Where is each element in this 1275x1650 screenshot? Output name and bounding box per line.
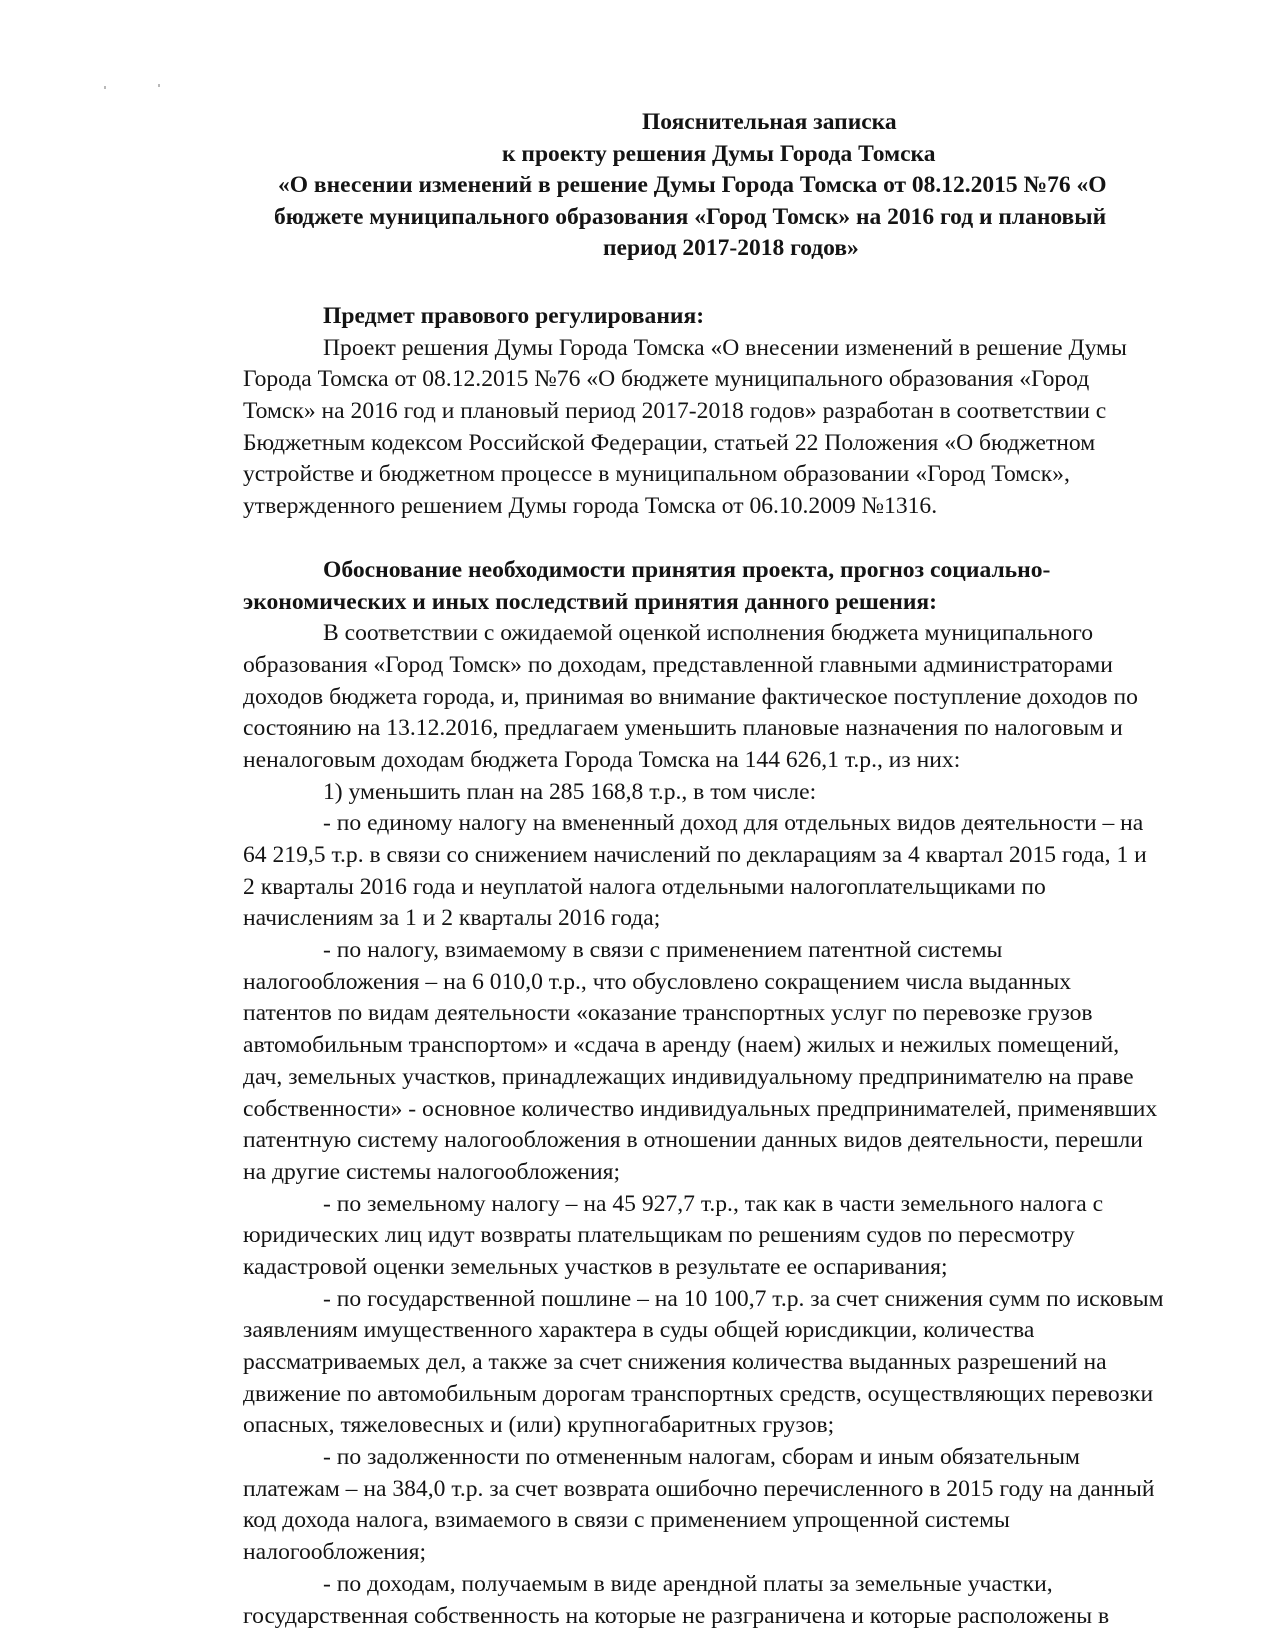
list-item	[243, 808, 1275, 935]
paragraph-line: образования «Город Томск» по доходам, представленной главными администраторами	[243, 651, 1113, 678]
section-legal-subject	[243, 301, 1275, 523]
paragraph-line: государственная собственность на которые не разграничена и которые расположены в	[243, 1602, 1110, 1629]
list-item	[243, 1442, 1275, 1569]
paragraph-line: налогообложения;	[243, 1539, 427, 1566]
paragraph-line: - по налогу, взимаемому в связи с применением патентной системы	[323, 937, 1003, 964]
paragraph-line: устройстве и бюджетном процессе в муниципальном образовании «Город Томск»,	[243, 461, 1070, 488]
scan-artifacts	[100, 84, 170, 94]
paragraph	[243, 333, 1275, 523]
paragraph-line: неналоговым доходам бюджета Города Томска на 144 626,1 т.р., из них:	[243, 746, 961, 773]
paragraph-line: начислениям за 1 и 2 кварталы 2016 года;	[243, 905, 661, 932]
paragraph-line: патентов по видам деятельности «оказание транспортных услуг по перевозке грузов	[243, 1000, 1093, 1027]
section-spacer	[243, 523, 1275, 555]
paragraph-line: Проект решения Думы Города Томска «О внесении изменений в решение Думы	[323, 334, 1127, 361]
list-item	[243, 1569, 1275, 1632]
paragraph-line: налогообложения – на 6 010,0 т.р., что обусловлено сокращением числа выданных	[243, 968, 1072, 995]
paragraph-line: рассматриваемых дел, а также за счет снижения количества выданных разрешений на	[243, 1349, 1107, 1375]
paragraph	[243, 618, 1275, 776]
paragraph-line: - по государственной пошлине – на 10 100,7 т.р. за счет снижения сумм по исковым	[323, 1285, 1164, 1312]
list-item	[243, 777, 1275, 809]
paragraph-line: заявлениям имущественного характера в суды общей юрисдикции, количества	[243, 1317, 1035, 1344]
title-line: период 2017-2018 годов»	[603, 235, 859, 262]
section-heading: Обоснование необходимости принятия проекта, прогноз социально-	[323, 556, 1051, 583]
scan-speck	[158, 84, 160, 87]
paragraph-line: код дохода налога, взимаемого в связи с применением упрощенной системы	[243, 1507, 1010, 1534]
section-heading: Предмет правового регулирования:	[323, 303, 705, 329]
paragraph-line: - по задолженности по отмененным налогам, сборам и иным обязательным	[323, 1444, 1080, 1471]
paragraph-line: опасных, тяжеловесных и (или) крупногабаритных грузов;	[243, 1412, 835, 1439]
title-line: Пояснительная записка	[642, 109, 897, 135]
list-item	[243, 1189, 1275, 1284]
list-item	[243, 935, 1275, 1189]
paragraph-line: движение по автомобильным дорогам транспортных средств, осуществляющих перевозки	[243, 1380, 1154, 1407]
document-title	[240, 107, 1275, 265]
paragraph-line: 2 кварталы 2016 года и неуплатой налога отдельными налогоплательщиками по	[243, 873, 1046, 900]
paragraph-line: патентную систему налогообложения в отношении данных видов деятельности, перешли	[243, 1127, 1143, 1154]
paragraph-line: 64 219,5 т.р. в связи со снижением начислений по декларациям за 4 квартал 2015 года, 1 и	[243, 842, 1147, 868]
section-justification	[243, 555, 1275, 1632]
paragraph-line: 1) уменьшить план на 285 168,8 т.р., в том числе:	[323, 778, 817, 805]
list-item	[243, 1284, 1275, 1442]
section-heading: экономических и иных последствий принятия данного решения:	[243, 588, 938, 615]
paragraph-line: дач, земельных участков, принадлежащих индивидуальному предпринимателю на праве	[243, 1063, 1134, 1090]
title-line: к проекту решения Думы Города Томска	[502, 140, 936, 167]
paragraph-line: Города Томска от 08.12.2015 №76 «О бюджете муниципального образования «Город	[243, 366, 1090, 393]
document-body	[243, 301, 1275, 1632]
paragraph-line: - по земельному налогу – на 45 927,7 т.р., так как в части земельного налога с	[323, 1190, 1104, 1217]
paragraph-line: собственности» - основное количество индивидуальных предпринимателей, применявших	[243, 1095, 1158, 1122]
paragraph-line: доходов бюджета города, и, принимая во внимание фактическое поступление доходов по	[243, 683, 1138, 710]
paragraph-line: утвержденного решением Думы города Томска от 06.10.2009 №1316.	[243, 493, 938, 520]
paragraph-line: Бюджетным кодексом Российской Федерации, статьей 22 Положения «О бюджетном	[243, 429, 1096, 456]
paragraph-line: состоянию на 13.12.2016, предлагаем уменьшить плановые назначения по налоговым и	[243, 715, 1123, 742]
paragraph-line: В соответствии с ожидаемой оценкой исполнения бюджета муниципального	[323, 620, 1093, 647]
paragraph-line: - по единому налогу на вмененный доход для отдельных видов деятельности – на	[323, 810, 1144, 837]
paragraph-line: на другие системы налогообложения;	[243, 1158, 621, 1185]
paragraph-line: Томск» на 2016 год и плановый период 2017-2018 годов» разработан в соответствии с	[243, 398, 1107, 425]
paragraph-line: - по доходам, получаемым в виде арендной платы за земельные участки,	[323, 1570, 1053, 1597]
scan-speck	[104, 86, 106, 89]
paragraph-line: кадастровой оценки земельных участков в результате ее оспаривания;	[243, 1253, 948, 1280]
paragraph-line: юридических лиц идут возвраты плательщикам по решениям судов по пересмотру	[243, 1222, 1075, 1249]
paragraph-line: автомобильным транспортом» и «сдача в аренду (наем) жилых и нежилых помещений,	[243, 1032, 1120, 1059]
title-line: бюджете муниципального образования «Город Томск» на 2016 год и плановый	[274, 203, 1107, 230]
paragraph-line: платежам – на 384,0 т.р. за счет возврата ошибочно перечисленного в 2015 году на данный	[243, 1475, 1155, 1502]
title-line: «О внесении изменений в решение Думы Города Томска от 08.12.2015 №76 «О	[278, 172, 1107, 199]
